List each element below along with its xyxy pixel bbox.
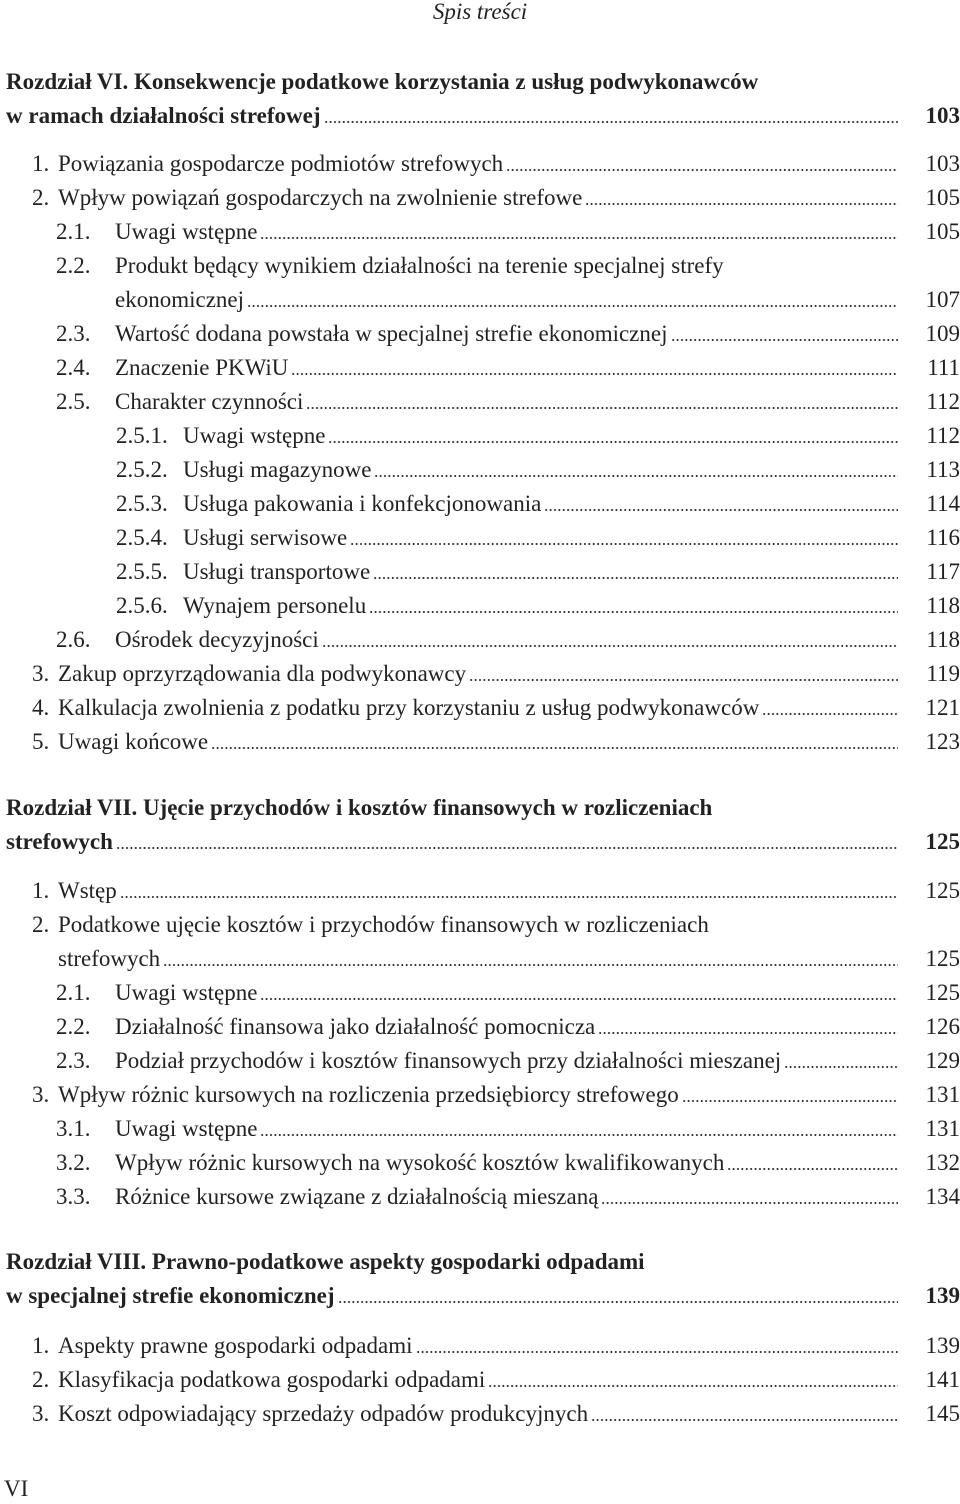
toc-dot-leader <box>682 1100 898 1102</box>
toc-entry-title: Usługa pakowania i konfekcjonowania <box>183 491 542 516</box>
toc-entry-page: 118 <box>926 593 960 618</box>
toc-entry-title: Różnice kursowe związane z działalnością mieszaną <box>115 1184 599 1209</box>
toc-entry-title: strefowych <box>58 946 161 971</box>
toc-entry <box>0 1245 960 1279</box>
toc-dot-leader <box>601 1202 898 1204</box>
toc-entry <box>0 725 960 759</box>
toc-entry-page: 125 <box>925 980 960 1005</box>
toc-entry-page: 114 <box>926 491 960 516</box>
toc-entry-title: strefowych <box>6 829 113 854</box>
toc-entry-number: 4. <box>32 695 50 720</box>
toc-dot-leader <box>373 577 898 579</box>
toc-entry-title: Wpływ różnic kursowych na rozliczenia przedsiębiorcy strefowego <box>58 1082 679 1107</box>
toc-entry-title: Zakup oprzyrządowania dla podwykonawcy <box>58 661 467 686</box>
toc-entry-page: 141 <box>925 1367 960 1392</box>
toc-entry <box>0 1078 960 1112</box>
toc-entry <box>0 623 960 657</box>
toc-entry-title: Rozdział VI. Konsekwencje podatkowe korzystania z usług podwykonawców <box>6 69 759 94</box>
toc-entry-title: Wynajem personelu <box>183 593 367 618</box>
toc-entry-page: 116 <box>926 525 960 550</box>
toc-entry <box>0 521 960 555</box>
page-folio: VI <box>4 1476 29 1501</box>
toc-entry-title: Uwagi wstępne <box>115 980 258 1005</box>
toc-entry-page: 125 <box>925 946 960 971</box>
toc-dot-leader <box>291 373 898 375</box>
toc-dot-leader <box>506 169 898 171</box>
toc-dot-leader <box>762 713 898 715</box>
toc-entry-title: Rozdział VIII. Prawno-podatkowe aspekty gospodarki odpadami <box>6 1249 645 1274</box>
toc-entry-number: 2.1. <box>56 980 91 1005</box>
toc-entry-number: 1. <box>32 1333 50 1358</box>
toc-dot-leader <box>260 237 898 239</box>
toc-entry-title: Powiązania gospodarcze podmiotów strefowych <box>58 151 504 176</box>
toc-entry <box>0 874 960 908</box>
toc-entry <box>0 657 960 691</box>
toc-entry-number: 3.3. <box>56 1184 91 1209</box>
toc-entry-title: Aspekty prawne gospodarki odpadami <box>58 1333 413 1358</box>
toc-entry-title: w ramach działalności strefowej <box>6 103 321 128</box>
toc-dot-leader <box>211 747 898 749</box>
toc-entry <box>0 487 960 521</box>
toc-dot-leader <box>488 1385 898 1387</box>
toc-dot-leader <box>369 611 898 613</box>
toc-entry-number: 2.4. <box>56 355 91 380</box>
toc-entry-title: Usługi magazynowe <box>183 457 372 482</box>
toc-entry <box>0 1329 960 1363</box>
toc-entry <box>0 791 960 825</box>
toc-dot-leader <box>784 1066 898 1068</box>
toc-entry <box>0 1279 960 1313</box>
toc-dot-leader <box>598 1032 898 1034</box>
toc-entry-page: 111 <box>927 355 960 380</box>
toc-entry-page: 109 <box>925 321 960 346</box>
toc-dot-leader <box>324 121 899 123</box>
toc-entry-title: Wpływ różnic kursowych na wysokość kosztów kwalifikowanych <box>115 1150 725 1175</box>
toc-entry <box>0 555 960 589</box>
toc-entry-page: 125 <box>925 878 960 903</box>
toc-entry-number: 2.3. <box>56 321 91 346</box>
toc-entry-page: 139 <box>925 1333 960 1358</box>
toc-entry <box>0 99 960 133</box>
toc-dot-leader <box>306 407 898 409</box>
toc-entry-number: 2. <box>32 1367 50 1392</box>
toc-entry-number: 2. <box>32 185 50 210</box>
toc-entry <box>0 942 960 976</box>
toc-dot-leader <box>671 339 899 341</box>
toc-entry-number: 2.2. <box>56 1014 91 1039</box>
toc-entry-page: 112 <box>926 389 960 414</box>
toc-dot-leader <box>322 645 898 647</box>
toc-entry-title: Usługi transportowe <box>183 559 371 584</box>
toc-entry-title: Wstęp <box>58 878 117 903</box>
toc-dot-leader <box>416 1351 898 1353</box>
toc-entry <box>0 1363 960 1397</box>
toc-entry-page: 105 <box>925 185 960 210</box>
toc-entry-page: 103 <box>925 103 960 128</box>
toc-entry-number: 5. <box>32 729 50 754</box>
toc-entry-page: 125 <box>925 829 960 854</box>
toc-dot-leader <box>338 1301 898 1303</box>
toc-entry-title: Uwagi końcowe <box>58 729 209 754</box>
toc-entry-number: 2.5.3. <box>116 491 168 516</box>
toc-entry-page: 119 <box>926 661 960 686</box>
toc-entry-page: 131 <box>925 1082 960 1107</box>
toc-entry <box>0 385 960 419</box>
toc-entry <box>0 908 960 942</box>
toc-entry-page: 123 <box>925 729 960 754</box>
toc-entry <box>0 589 960 623</box>
toc-dot-leader <box>247 305 898 307</box>
toc-entry-title: Usługi serwisowe <box>183 525 348 550</box>
toc-entry-number: 3. <box>32 1401 50 1426</box>
toc-entry-title: Rozdział VII. Ujęcie przychodów i kosztów finansowych w rozliczeniach <box>6 795 713 820</box>
toc-entry-number: 3.1. <box>56 1116 91 1141</box>
toc-dot-leader <box>374 475 898 477</box>
running-head: Spis treści <box>432 0 528 24</box>
toc-entry <box>0 1112 960 1146</box>
toc-entry-page: 113 <box>926 457 960 482</box>
toc-entry-page: 118 <box>926 627 960 652</box>
toc-entry-title: Działalność finansowa jako działalność pomocnicza <box>115 1014 596 1039</box>
toc-entry-number: 2.5.4. <box>116 525 168 550</box>
toc-entry-number: 2.6. <box>56 627 91 652</box>
toc-entry <box>0 147 960 181</box>
toc-entry-number: 2. <box>32 912 50 937</box>
toc-entry <box>0 283 960 317</box>
toc-entry-number: 2.2. <box>56 253 91 278</box>
toc-dot-leader <box>350 543 898 545</box>
toc-dot-leader <box>469 679 898 681</box>
toc-entry-number: 3.2. <box>56 1150 91 1175</box>
toc-entry-number: 2.5. <box>56 389 91 414</box>
toc-entry <box>0 215 960 249</box>
toc-entry <box>0 1146 960 1180</box>
toc-entry <box>0 976 960 1010</box>
toc-dot-leader <box>544 509 898 511</box>
toc-entry-title: Klasyfikacja podatkowa gospodarki odpadami <box>58 1367 486 1392</box>
toc-dot-leader <box>585 203 898 205</box>
toc-entry-title: Wartość dodana powstała w specjalnej strefie ekonomicznej <box>115 321 668 346</box>
toc-entry-page: 129 <box>925 1048 960 1073</box>
toc-entry-title: Ośrodek decyzyjności <box>115 627 319 652</box>
toc-entry-page: 117 <box>926 559 960 584</box>
toc-entry-number: 2.3. <box>56 1048 91 1073</box>
toc-entry <box>0 419 960 453</box>
toc-entry-number: 3. <box>32 661 50 686</box>
toc-dot-leader <box>120 896 898 898</box>
toc-entry-title: Uwagi wstępne <box>115 1116 258 1141</box>
toc-entry-number: 1. <box>32 878 50 903</box>
toc-dot-leader <box>328 441 898 443</box>
toc-dot-leader <box>163 964 898 966</box>
toc-entry <box>0 1010 960 1044</box>
toc-entry-number: 2.5.6. <box>116 593 168 618</box>
toc-entry <box>0 691 960 725</box>
toc-entry-page: 121 <box>925 695 960 720</box>
toc-entry-page: 105 <box>925 219 960 244</box>
toc-dot-leader <box>727 1168 898 1170</box>
toc-entry-page: 112 <box>926 423 960 448</box>
toc-entry <box>0 1180 960 1214</box>
toc-entry-page: 107 <box>925 287 960 312</box>
toc-entry-title: ekonomicznej <box>115 287 245 312</box>
toc-entry-number: 2.5.2. <box>116 457 168 482</box>
toc-entry-page: 139 <box>925 1283 960 1308</box>
toc-entry-number: 2.1. <box>56 219 91 244</box>
toc-entry-page: 126 <box>925 1014 960 1039</box>
toc-entry-page: 131 <box>925 1116 960 1141</box>
toc-entry-number: 1. <box>32 151 50 176</box>
toc-entry <box>0 249 960 283</box>
toc-entry-title: Znaczenie PKWiU <box>115 355 289 380</box>
toc-entry-number: 2.5.5. <box>116 559 168 584</box>
toc-entry-title: Kalkulacja zwolnienia z podatku przy korzystaniu z usług podwykonawców <box>58 695 760 720</box>
toc-dot-leader <box>116 847 898 849</box>
toc-dot-leader <box>591 1419 898 1421</box>
toc-entry <box>0 1397 960 1431</box>
toc-entry-title: Uwagi wstępne <box>183 423 326 448</box>
toc-entry-number: 2.5.1. <box>116 423 168 448</box>
toc-entry-title: Wpływ powiązań gospodarczych na zwolnienie strefowe <box>58 185 583 210</box>
toc-entry-title: Podatkowe ujęcie kosztów i przychodów finansowych w rozliczeniach <box>58 912 709 937</box>
toc-entry-title: Produkt będący wynikiem działalności na terenie specjalnej strefy <box>115 253 724 278</box>
toc-entry <box>0 351 960 385</box>
toc-dot-leader <box>260 1134 898 1136</box>
toc-dot-leader <box>260 998 898 1000</box>
toc-entry-number: 3. <box>32 1082 50 1107</box>
toc-entry <box>0 825 960 859</box>
toc-entry-title: Koszt odpowiadający sprzedaży odpadów produkcyjnych <box>58 1401 589 1426</box>
toc-entry-page: 134 <box>925 1184 960 1209</box>
toc-entry-title: Podział przychodów i kosztów finansowych przy działalności mieszanej <box>115 1048 782 1073</box>
toc-entry-title: w specjalnej strefie ekonomicznej <box>6 1283 335 1308</box>
toc-entry <box>0 181 960 215</box>
toc-entry <box>0 65 960 99</box>
toc-entry <box>0 453 960 487</box>
toc-entry-page: 132 <box>925 1150 960 1175</box>
toc-entry <box>0 317 960 351</box>
toc-entry <box>0 1044 960 1078</box>
toc-entry-title: Uwagi wstępne <box>115 219 258 244</box>
toc-entry-page: 145 <box>925 1401 960 1426</box>
toc-entry-title: Charakter czynności <box>115 389 304 414</box>
toc-entry-page: 103 <box>925 151 960 176</box>
